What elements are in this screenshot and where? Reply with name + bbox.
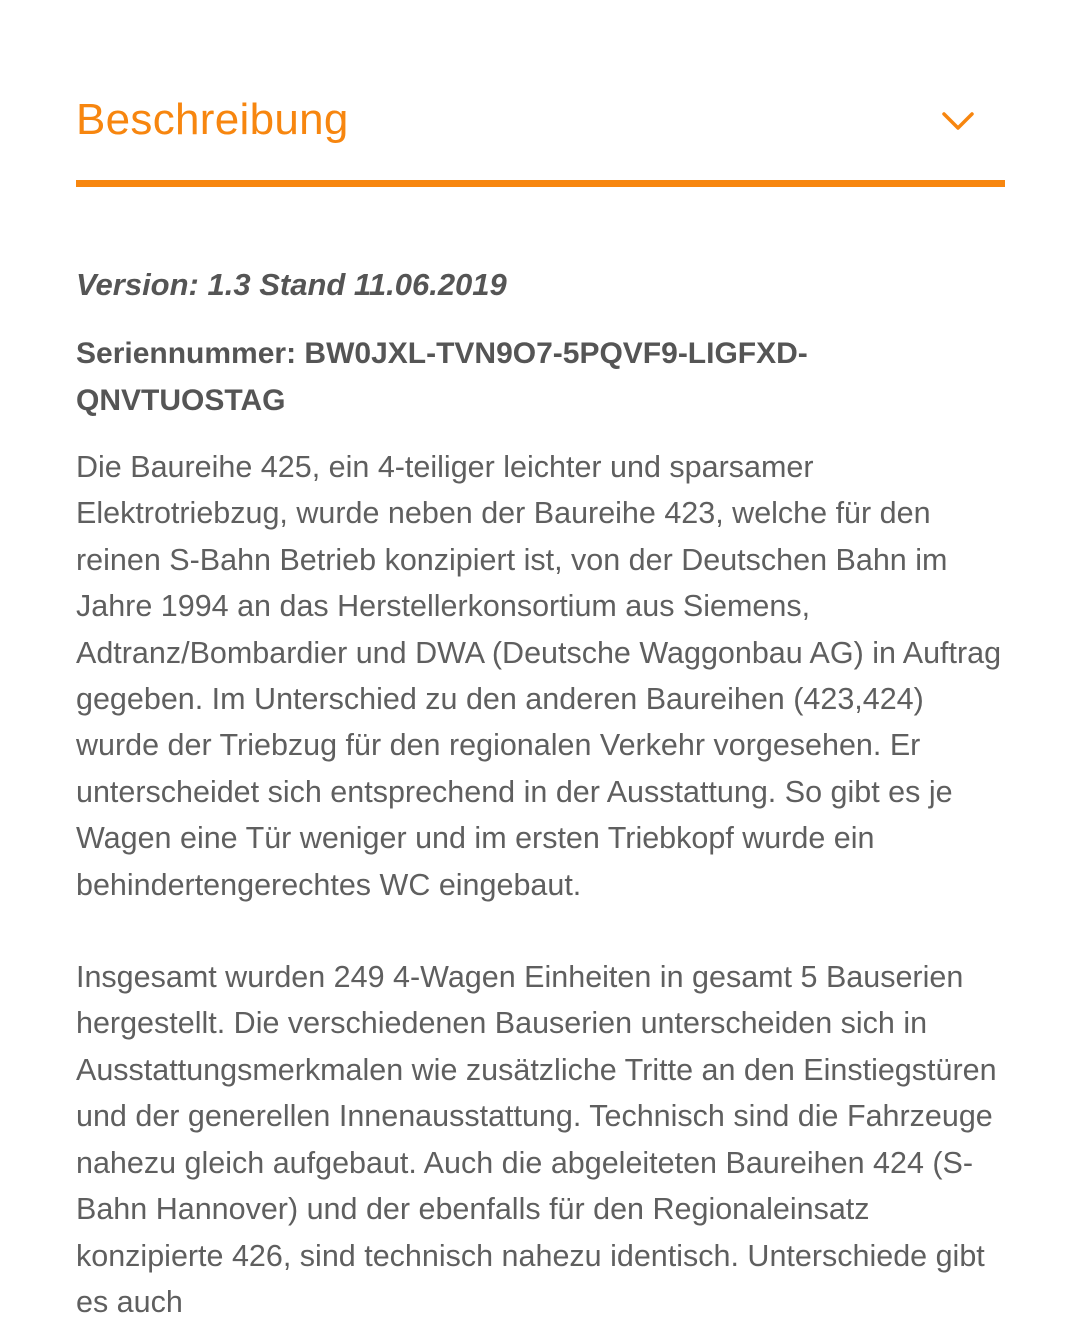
section-title: Beschreibung <box>76 95 349 144</box>
version-text: Version: 1.3 Stand 11.06.2019 <box>76 267 507 302</box>
serial-number: Seriennummer: BW0JXL-TVN9O7-5PQVF9-LIGFXD-QNVTUOSTAG <box>76 337 808 417</box>
description-paragraph: Die Baureihe 425, ein 4-teiliger leichter und sparsamer Elektrotriebzug, wurde neben der Baureihe 423, welche für den reinen S-Bahn Betrieb konzipiert ist, von der Deutschen Bahn im Jahre 1994 an das Herstellerkonsortium aus Siemens, Adtranz/Bombardier und DWA (Deutsche Waggonbau AG) in Auftrag gegeben. Im Unterschied zu den anderen Baureihen (423,424) wurde der Triebzug für den regionalen Verkehr vorgesehen. Er unterscheidet sich entsprechend in der Ausstattung. So gibt es je Wagen eine Tür weniger und im ersten Triebkopf wurde ein behindertengerechtes WC eingebaut. <box>76 450 1002 902</box>
description-paragraph: Insgesamt wurden 249 4-Wagen Einheiten in gesamt 5 Bauserien hergestellt. Die verschiedenen Bauserien unterscheiden sich in Ausstattungsmerkmalen wie zusätzliche Tritte an den Einstiegstüren und der generellen Innenausstattung. Technisch sind die Fahrzeuge nahezu gleich aufgebaut. Auch die abgeleiteten Baureihen 424 (S-Bahn Hannover) und der ebenfalls für den Regionaleinsatz konzipierte 426, sind technisch nahezu identisch. Unterschiede gibt es auch <box>76 960 997 1319</box>
description-section <box>76 0 1005 1319</box>
description-accordion-header[interactable] <box>76 0 1005 186</box>
chevron-down-icon[interactable] <box>941 104 975 138</box>
section-divider <box>76 180 1005 187</box>
description-content <box>76 262 1005 1325</box>
